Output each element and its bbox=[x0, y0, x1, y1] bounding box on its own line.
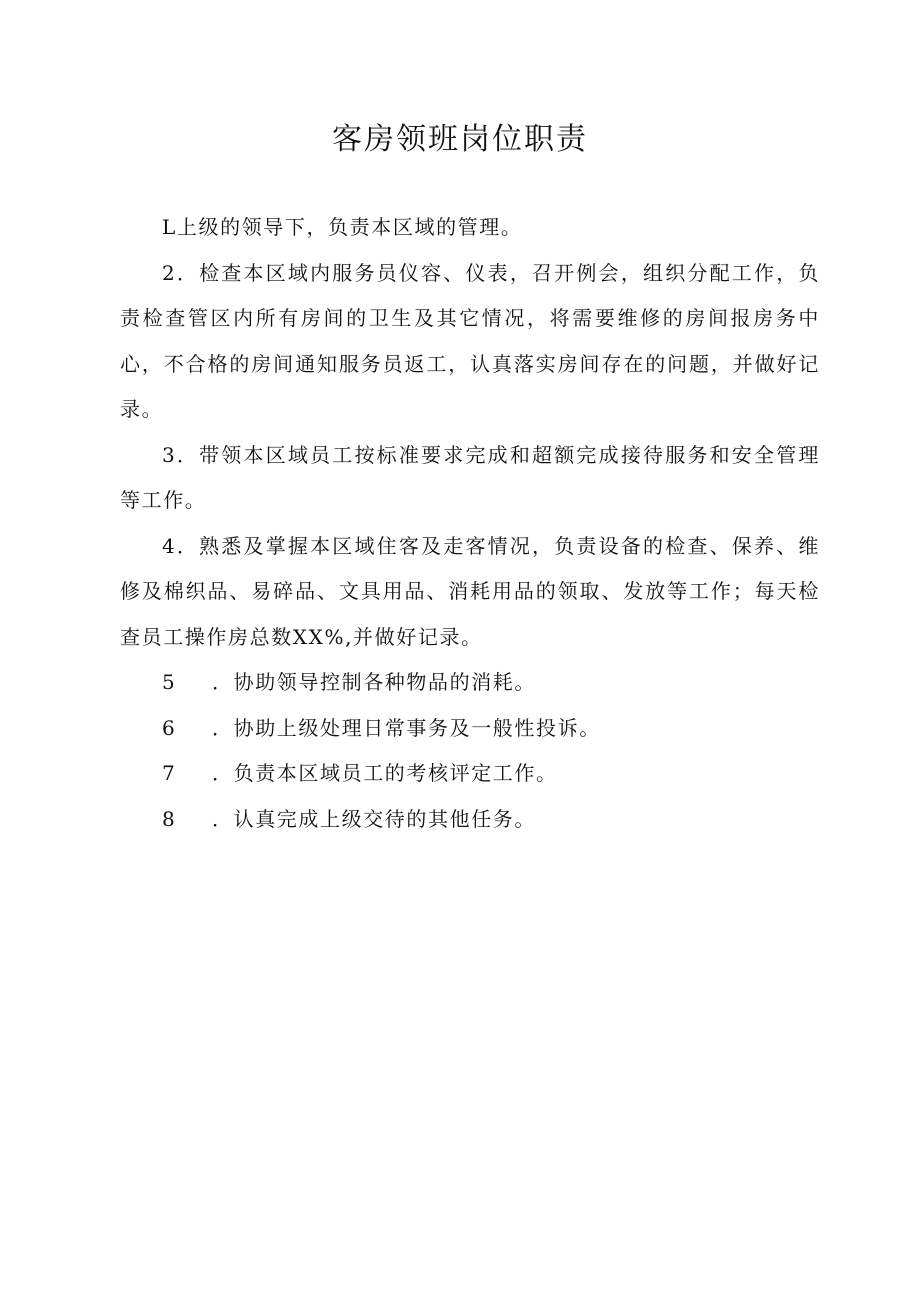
paragraph-3: 3．带领本区域员工按标准要求完成和超额完成接待服务和安全管理等工作。 bbox=[120, 442, 820, 512]
paragraph-1: L上级的领导下，负责本区域的管理。 bbox=[162, 215, 523, 239]
item-number: 7 bbox=[162, 761, 177, 785]
item-text: ．协助上级处理日常事务及一般性投诉。 bbox=[212, 715, 601, 740]
paragraph-2: 2．检查本区域内服务员仪容、仪表，召开例会，组织分配工作，负责检查管区内所有房间的卫生及其它情况，将需要维修的房间报房务中心，不合格的房间通知服务员返工，认真落实房间存在的问题，并做好记录。 bbox=[120, 260, 820, 421]
item-number: 8 bbox=[162, 806, 177, 831]
list-item-7 bbox=[120, 751, 820, 797]
item-number: 5 bbox=[162, 670, 177, 694]
document-title: 客房领班岗位职责 bbox=[332, 122, 588, 157]
item-text: ．认真完成上级交待的其他任务。 bbox=[212, 806, 536, 831]
list-item-6 bbox=[120, 706, 820, 752]
list-item-8 bbox=[120, 797, 820, 843]
list-item-5 bbox=[120, 660, 820, 706]
item-text: ．协助领导控制各种物品的消耗。 bbox=[212, 670, 536, 694]
document-body bbox=[120, 205, 820, 842]
item-number: 6 bbox=[162, 715, 177, 740]
paragraph-4: 4．熟悉及掌握本区域住客及走客情况，负责设备的检查、保养、维修及棉织品、易碎品、文具用品、消耗用品的领取、发放等工作；每天检查员工操作房总数XX%,并做好记录。 bbox=[120, 533, 820, 649]
item-text: ．负责本区域员工的考核评定工作。 bbox=[212, 761, 558, 785]
